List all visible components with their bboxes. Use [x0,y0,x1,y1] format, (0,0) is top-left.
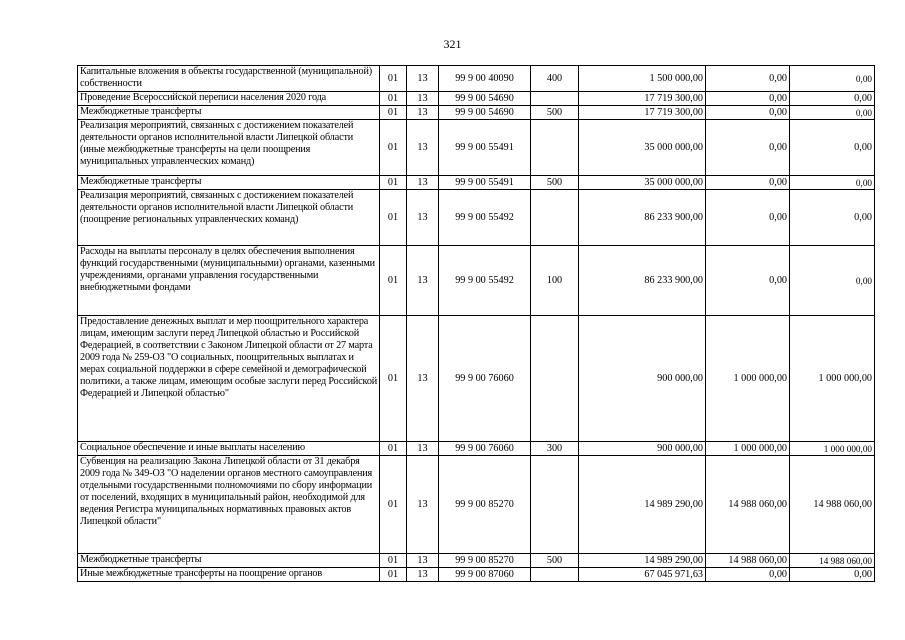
expense-type-code-cell: 500 [531,176,579,190]
expense-type-code-cell [531,316,579,442]
section-code-cell: 01 [380,190,407,246]
expense-type-code-cell: 400 [531,66,579,92]
amount-year-1-cell: 86 233 900,00 [579,246,706,316]
subsection-code-cell: 13 [407,554,439,568]
table-row [78,456,875,554]
table-row [78,120,875,176]
subsection-code-cell: 13 [407,456,439,554]
subsection-code-cell: 13 [407,316,439,442]
table-row [78,568,875,582]
amount-year-3-cell: 0,00 [790,106,875,120]
amount-year-1-cell: 17 719 300,00 [579,106,706,120]
subsection-code-cell: 13 [407,106,439,120]
amount-year-2-cell: 0,00 [706,246,790,316]
amount-year-2-cell: 0,00 [706,176,790,190]
target-item-code-cell: 99 9 00 55491 [439,176,531,190]
amount-year-3-cell: 14 988 060,00 [790,456,875,554]
amount-year-2-cell: 1 000 000,00 [706,316,790,442]
expense-name-cell: Реализация мероприятий, связанных с достижением показателей деятельности органов исполнительной власти Липецкой области (поощрение региональных управленческих команд) [78,190,380,246]
subsection-code-cell: 13 [407,66,439,92]
expense-type-code-cell [531,568,579,582]
subsection-code-cell: 13 [407,246,439,316]
amount-year-2-cell: 0,00 [706,568,790,582]
subsection-code-cell: 13 [407,442,439,456]
expense-type-code-cell [531,190,579,246]
table-row [78,66,875,92]
subsection-code-cell: 13 [407,190,439,246]
target-item-code-cell: 99 9 00 85270 [439,456,531,554]
amount-year-3-cell: 1 000 000,00 [790,316,875,442]
amount-year-3-cell: 1 000 000,00 [790,442,875,456]
expense-name-cell: Субвенция на реализацию Закона Липецкой области от 31 декабря 2009 года № 349-ОЗ "О наделении органов местного самоуправления отдельными государственными полномочиями по сбору информации от поселений, входящих в муниципальный район, необходимой для ведения Регистра муниципальных нормативных правовых актов Липецкой области" [78,456,380,554]
amount-year-3-cell: 0,00 [790,190,875,246]
section-code-cell: 01 [380,316,407,442]
table-row [78,92,875,106]
section-code-cell: 01 [380,442,407,456]
table-row [78,316,875,442]
amount-year-2-cell: 0,00 [706,190,790,246]
amount-year-1-cell: 17 719 300,00 [579,92,706,106]
budget-table [77,65,875,582]
subsection-code-cell: 13 [407,568,439,582]
amount-year-2-cell: 1 000 000,00 [706,442,790,456]
target-item-code-cell: 99 9 00 87060 [439,568,531,582]
expense-type-code-cell [531,120,579,176]
section-code-cell: 01 [380,246,407,316]
amount-year-1-cell: 900 000,00 [579,442,706,456]
expense-type-code-cell [531,456,579,554]
target-item-code-cell: 99 9 00 76060 [439,316,531,442]
amount-year-2-cell: 0,00 [706,66,790,92]
amount-year-2-cell: 14 988 060,00 [706,554,790,568]
expense-name-cell: Межбюджетные трансферты [78,176,380,190]
expense-name-cell: Межбюджетные трансферты [78,106,380,120]
section-code-cell: 01 [380,120,407,176]
amount-year-2-cell: 0,00 [706,106,790,120]
expense-name-cell: Расходы на выплаты персоналу в целях обеспечения выполнения функций государственными (муниципальными) органами, казенными учреждениями, органами управления государственными внебюджетными фондами [78,246,380,316]
page-number: 321 [443,37,462,51]
table-row [78,176,875,190]
expense-type-code-cell: 300 [531,442,579,456]
subsection-code-cell: 13 [407,92,439,106]
section-code-cell: 01 [380,554,407,568]
amount-year-3-cell: 0,00 [790,66,875,92]
target-item-code-cell: 99 9 00 54690 [439,106,531,120]
section-code-cell: 01 [380,456,407,554]
amount-year-3-cell: 0,00 [790,246,875,316]
expense-type-code-cell [531,92,579,106]
section-code-cell: 01 [380,92,407,106]
amount-year-3-cell: 0,00 [790,92,875,106]
amount-year-1-cell: 35 000 000,00 [579,176,706,190]
target-item-code-cell: 99 9 00 76060 [439,442,531,456]
section-code-cell: 01 [380,568,407,582]
amount-year-1-cell: 35 000 000,00 [579,120,706,176]
expense-type-code-cell: 500 [531,106,579,120]
target-item-code-cell: 99 9 00 55491 [439,120,531,176]
target-item-code-cell: 99 9 00 40090 [439,66,531,92]
table-row [78,106,875,120]
amount-year-2-cell: 14 988 060,00 [706,456,790,554]
amount-year-1-cell: 67 045 971,63 [579,568,706,582]
table-row [78,246,875,316]
amount-year-1-cell: 86 233 900,00 [579,190,706,246]
expense-name-cell: Межбюджетные трансферты [78,554,380,568]
budget-table-body [78,66,875,582]
amount-year-1-cell: 1 500 000,00 [579,66,706,92]
amount-year-3-cell: 0,00 [790,568,875,582]
amount-year-3-cell: 0,00 [790,120,875,176]
amount-year-3-cell: 14 988 060,00 [790,554,875,568]
expense-name-cell: Социальное обеспечение и иные выплаты населению [78,442,380,456]
target-item-code-cell: 99 9 00 55492 [439,246,531,316]
expense-type-code-cell: 100 [531,246,579,316]
expense-name-cell: Проведение Всероссийской переписи населения 2020 года [78,92,380,106]
table-row [78,442,875,456]
expense-name-cell: Предоставление денежных выплат и мер поощрительного характера лицам, имеющим заслуги перед Липецкой областью и Российской Федерацией, в соответствии с Законом Липецкой области от 27 марта 2009 года № 259-ОЗ "О социальных, поощрительных выплатах и мерах социальной поддержки в сфере семейной и демографической политики, а также лицам, имеющим особые заслуги перед Российской Федерацией и Липецкой областью" [78,316,380,442]
section-code-cell: 01 [380,66,407,92]
target-item-code-cell: 99 9 00 85270 [439,554,531,568]
table-row [78,190,875,246]
target-item-code-cell: 99 9 00 55492 [439,190,531,246]
amount-year-2-cell: 0,00 [706,92,790,106]
subsection-code-cell: 13 [407,176,439,190]
expense-name-cell: Капитальные вложения в объекты государственной (муниципальной) собственности [78,66,380,92]
table-row [78,554,875,568]
section-code-cell: 01 [380,106,407,120]
amount-year-3-cell: 0,00 [790,176,875,190]
expense-name-cell: Реализация мероприятий, связанных с достижением показателей деятельности органов исполнительной власти Липецкой области (иные межбюджетные трансферты на цели поощрения муниципальных управленческих команд) [78,120,380,176]
amount-year-1-cell: 14 989 290,00 [579,456,706,554]
amount-year-1-cell: 900 000,00 [579,316,706,442]
amount-year-2-cell: 0,00 [706,120,790,176]
section-code-cell: 01 [380,176,407,190]
subsection-code-cell: 13 [407,120,439,176]
expense-type-code-cell: 500 [531,554,579,568]
target-item-code-cell: 99 9 00 54690 [439,92,531,106]
amount-year-1-cell: 14 989 290,00 [579,554,706,568]
expense-name-cell: Иные межбюджетные трансферты на поощрение органов [78,568,380,582]
